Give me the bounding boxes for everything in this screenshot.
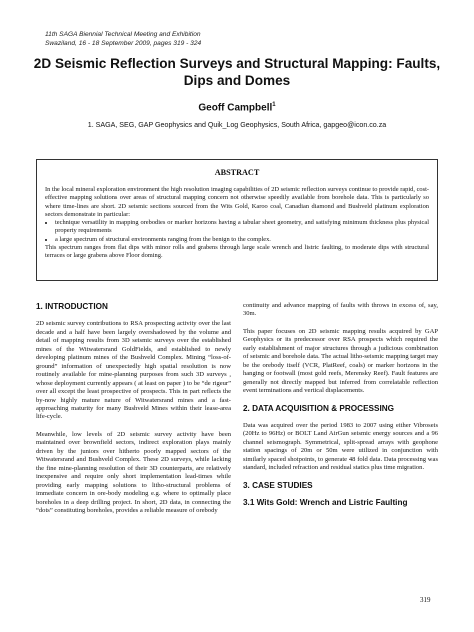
abstract-closing: This spectrum ranges from flat dips with minor rolls and grabens through large scale wrench and listric faulting, to moderate dips with structural terraces or large grabens above Floor doming. — [45, 244, 429, 260]
conference-line-1: 11th SAGA Biennial Technical Meeting and Exhibition — [45, 31, 201, 38]
author-superscript: 1 — [272, 102, 276, 108]
abstract-bullet: • technique versatility in mapping orebodies or marker horizons having a tabular sheet geometry, and satisfying minimum thickness plus physical property requirements — [55, 219, 429, 236]
section-heading-introduction: 1. INTRODUCTION — [36, 302, 108, 311]
section-heading-case-studies: 3. CASE STUDIES — [243, 480, 313, 490]
paragraph: continuity and advance mapping of faults with throws in excess of, say, 30m. — [243, 302, 438, 318]
paper-title: 2D Seismic Reflection Surveys and Structural Mapping: Faults, Dips and Domes — [33, 56, 441, 88]
right-column — [243, 302, 438, 517]
paragraph: 2D seismic survey contributions to RSA prospecting activity over the last decade and a half have been largely overshadowed by the volume and detail of mapping results from 3D seismic surveys over the established mines of the Witwatersrand GoldFields, and established to newly developing platinum mines of the Bushveld Complex. Mining “loss-of-ground” information of unexpectedly high spatial resolution is now routinely available for mine-planning purposes from such 3D surveys , whose deployment currently appears ( at least on paper ) to be “de rigeur” over all except the least prospective of prospects. This in part reflects the by-now highly mature nature of Witwatersrand mines and a fast-approaching maturity for many Bushveld Mines within their lease-area life-cycle. — [36, 320, 231, 421]
author-name: Geoff Campbell — [198, 102, 273, 114]
affiliation: 1. SAGA, SEG, GAP Geophysics and Quik_Log Geophysics, South Africa, gapgeo@icon.co.za — [87, 121, 387, 129]
paragraph: Meanwhile, low levels of 2D seismic survey activity have been maintained over brownfield sectors, indirect exploration plays mainly driven by the juniors over hitherto poorly mapped sectors of the Witwatersrand and Bushveld Complex. These 2D surveys, while lacking the fine mine-planning resolution of their 3D counterparts, are relatively inexpensive and require only short implementation lead-times while providing early mapping solutions to litho-structural problems of immediate concern in ore-body modeling e.g. where to optimally place boreholes in a deep drilling project. In short, 2D data, in connecting the “dots” constituting boreholes, provides a reliable measure of orebody — [36, 430, 231, 514]
abstract-body — [45, 186, 429, 261]
abstract-heading: ABSTRACT — [214, 168, 260, 177]
author-line — [0, 102, 474, 113]
conference-line-2: Swaziland, 16 - 18 September 2009, pages 319 - 324 — [45, 39, 202, 47]
paragraph: Data was acquired over the period 1983 to 2007 using either Vibroseis (20Hz to 96Hz) or BOLT Land AirGun seismic energy sources and a 96 channel seismograph. Symmetrical, split-spread arrays with geophone station spacings of 20m or 50m were utilized in conjunction with similarly spaced shotpoints, to generate 48 fold data. Data processing was standard, included refraction and residual statics plus time migration. — [243, 421, 438, 472]
conference-header — [45, 31, 201, 48]
paragraph: This paper focuses on 2D seismic mapping results acquired by GAP Geophysics or its predecessor over RSA prospects which required the early establishment of major structures through a judicious combination of seismic and borehole data. The actual litho-seismic mapping target may be the orebody itself (VCR, PlatReef, coals) or marker horizons in the hanging or footwall (most gold reefs, Merensky Reef). Fault features are generally not directly mapped but inferred from correlatable reflection event terminations and vertical displacements. — [243, 327, 438, 395]
abstract-bullet-list — [45, 219, 429, 244]
abstract-intro: In the local mineral exploration environment the high resolution imaging capabilities of 2D seismic reflection surveys continue to provide rapid, cost-effective mapping solutions over areas of structural mapping concern not otherwise speedily available from borehole data. This is particularly so where time-lines are short. 2D seismic sections sourced from the Wits Gold, Karoo coal, Canadian diamond and Bushveld platinum exploration sectors demonstrate in particular: — [45, 186, 429, 218]
abstract-bullet: • a large spectrum of structural environments ranging from the benign to the complex. — [55, 236, 429, 244]
abstract-box — [36, 159, 438, 281]
section-heading-data-acquisition: 2. DATA ACQUISITION & PROCESSING — [243, 403, 395, 413]
page-number: 319 — [420, 596, 431, 604]
left-column — [36, 303, 231, 524]
subsection-heading-wits-gold: 3.1 Wits Gold: Wrench and Listric Faulting — [243, 498, 408, 508]
